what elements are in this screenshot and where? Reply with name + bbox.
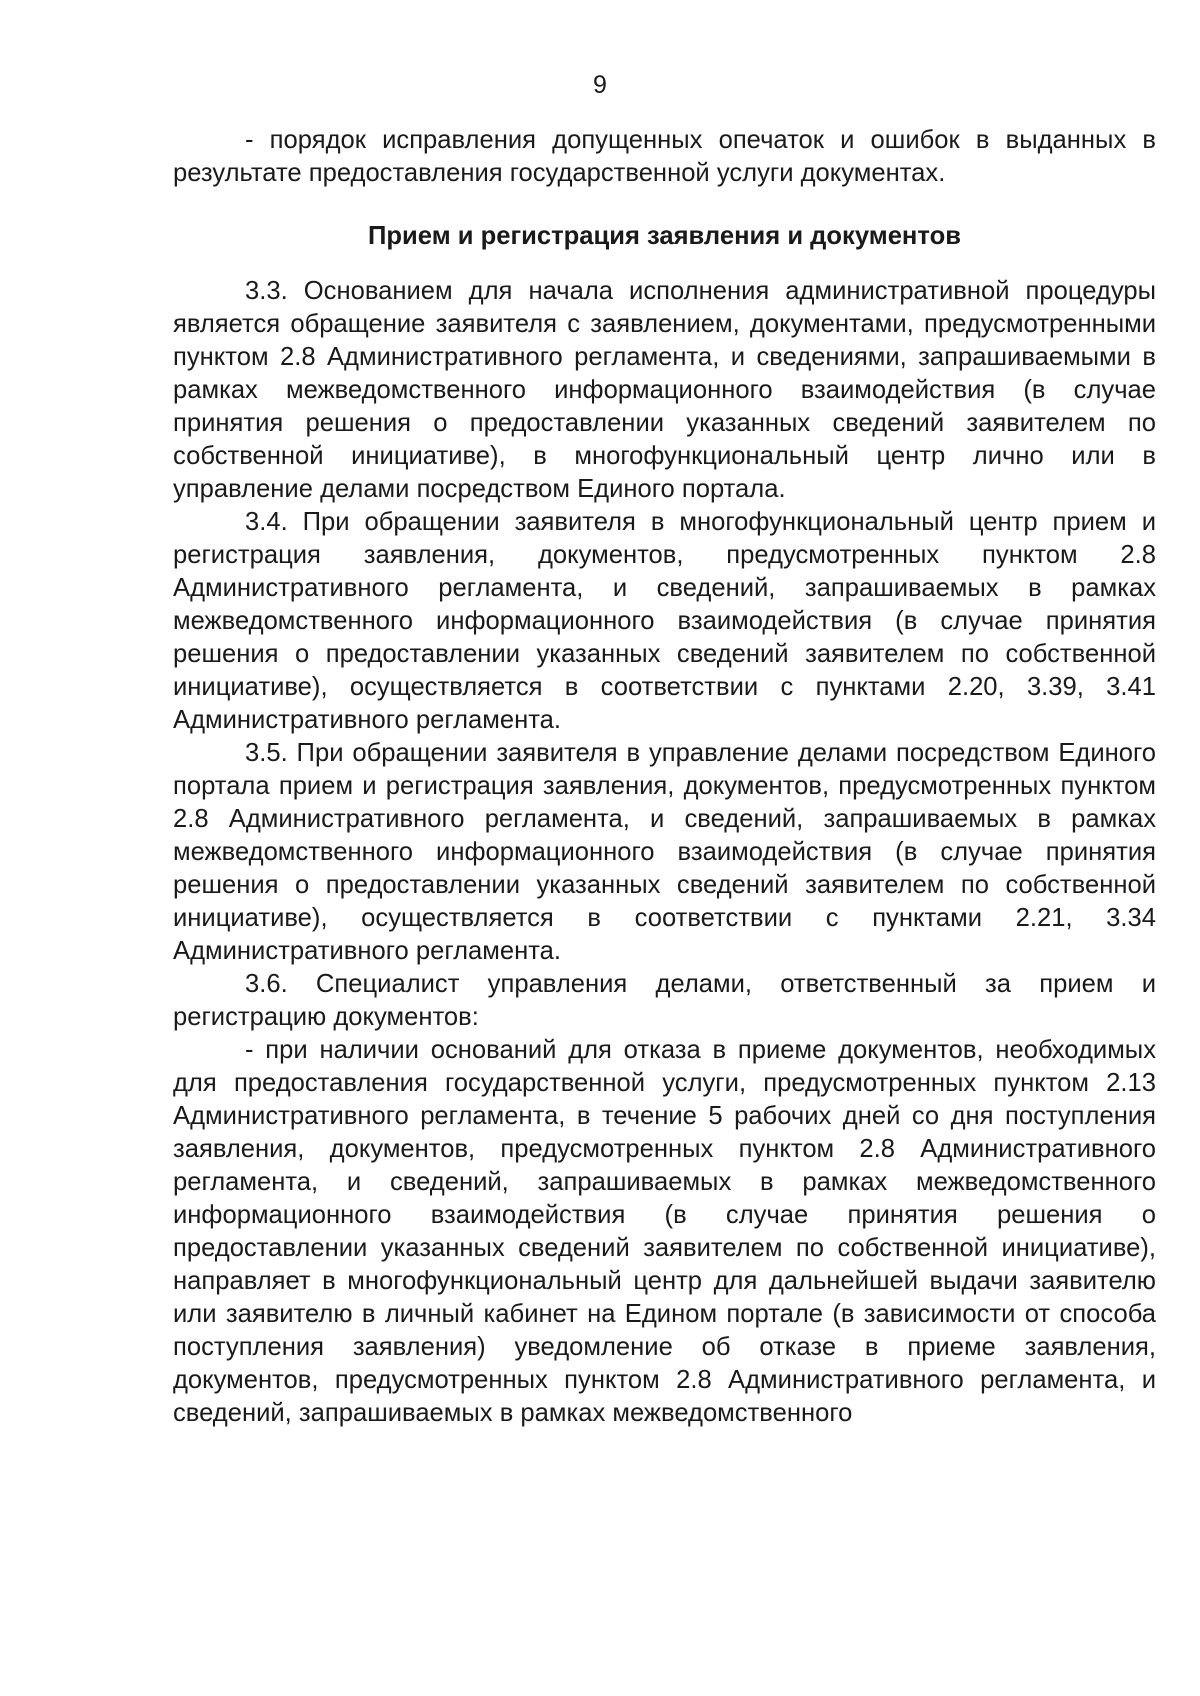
paragraph-3-3: 3.3. Основанием для начала исполнения административной процедуры является обращение заявителя с заявлением, документами, предусмотренными пунктом 2.8 Административного регламента, и сведениями, запрашиваемыми в рамках межведомственного информационного взаимодействия (в случае принятия решения о предоставлении указанных сведений заявителем по собственной инициативе), в многофункциональный центр лично или в управление делами посредством Единого портала.: [173, 277, 1156, 503]
intro-paragraph: - порядок исправления допущенных опечаток и ошибок в выданных в результате предоставления государственной услуги документах.: [173, 126, 1156, 187]
paragraph-3-6: 3.6. Специалист управления делами, ответственный за прием и регистрацию документов:: [173, 970, 1156, 1031]
paragraph-3-5: 3.5. При обращении заявителя в управление делами посредством Единого портала прием и регистрация заявления, документов, предусмотренных пунктом 2.8 Административного регламента, и сведений, запрашиваемых в рамках межведомственного информационного взаимодействия (в случае принятия решения о предоставлении указанных сведений заявителем по собственной инициативе), осуществляется в соответствии с пунктами 2.21, 3.34 Административного регламента.: [173, 739, 1156, 965]
section-heading: Прием и регистрация заявления и документов: [368, 222, 961, 250]
page-number: 9: [593, 71, 607, 99]
document-body: [173, 124, 1156, 1430]
paragraph-3-4: 3.4. При обращении заявителя в многофункциональный центр прием и регистрация заявления, документов, предусмотренных пунктом 2.8 Административного регламента, и сведений, запрашиваемых в рамках межведомственного информационного взаимодействия (в случае принятия решения о предоставлении указанных сведений заявителем по собственной инициативе), осуществляется в соответствии с пунктами 2.20, 3.39, 3.41 Административного регламента.: [173, 508, 1156, 734]
paragraph-3-6-item: - при наличии оснований для отказа в приеме документов, необходимых для предоставления государственной услуги, предусмотренных пунктом 2.13 Административного регламента, в течение 5 рабочих дней со дня поступления заявления, документов, предусмотренных пунктом 2.8 Административного регламента, и сведений, запрашиваемых в рамках межведомственного информационного взаимодействия (в случае принятия решения о предоставлении указанных сведений заявителем по собственной инициативе), направляет в многофункциональный центр для дальнейшей выдачи заявителю или заявителю в личный кабинет на Едином портале (в зависимости от способа поступления заявления) уведомление об отказе в приеме заявления, документов, предусмотренных пунктом 2.8 Административного регламента, и сведений, запрашиваемых в рамках межведомственного: [173, 1036, 1156, 1427]
